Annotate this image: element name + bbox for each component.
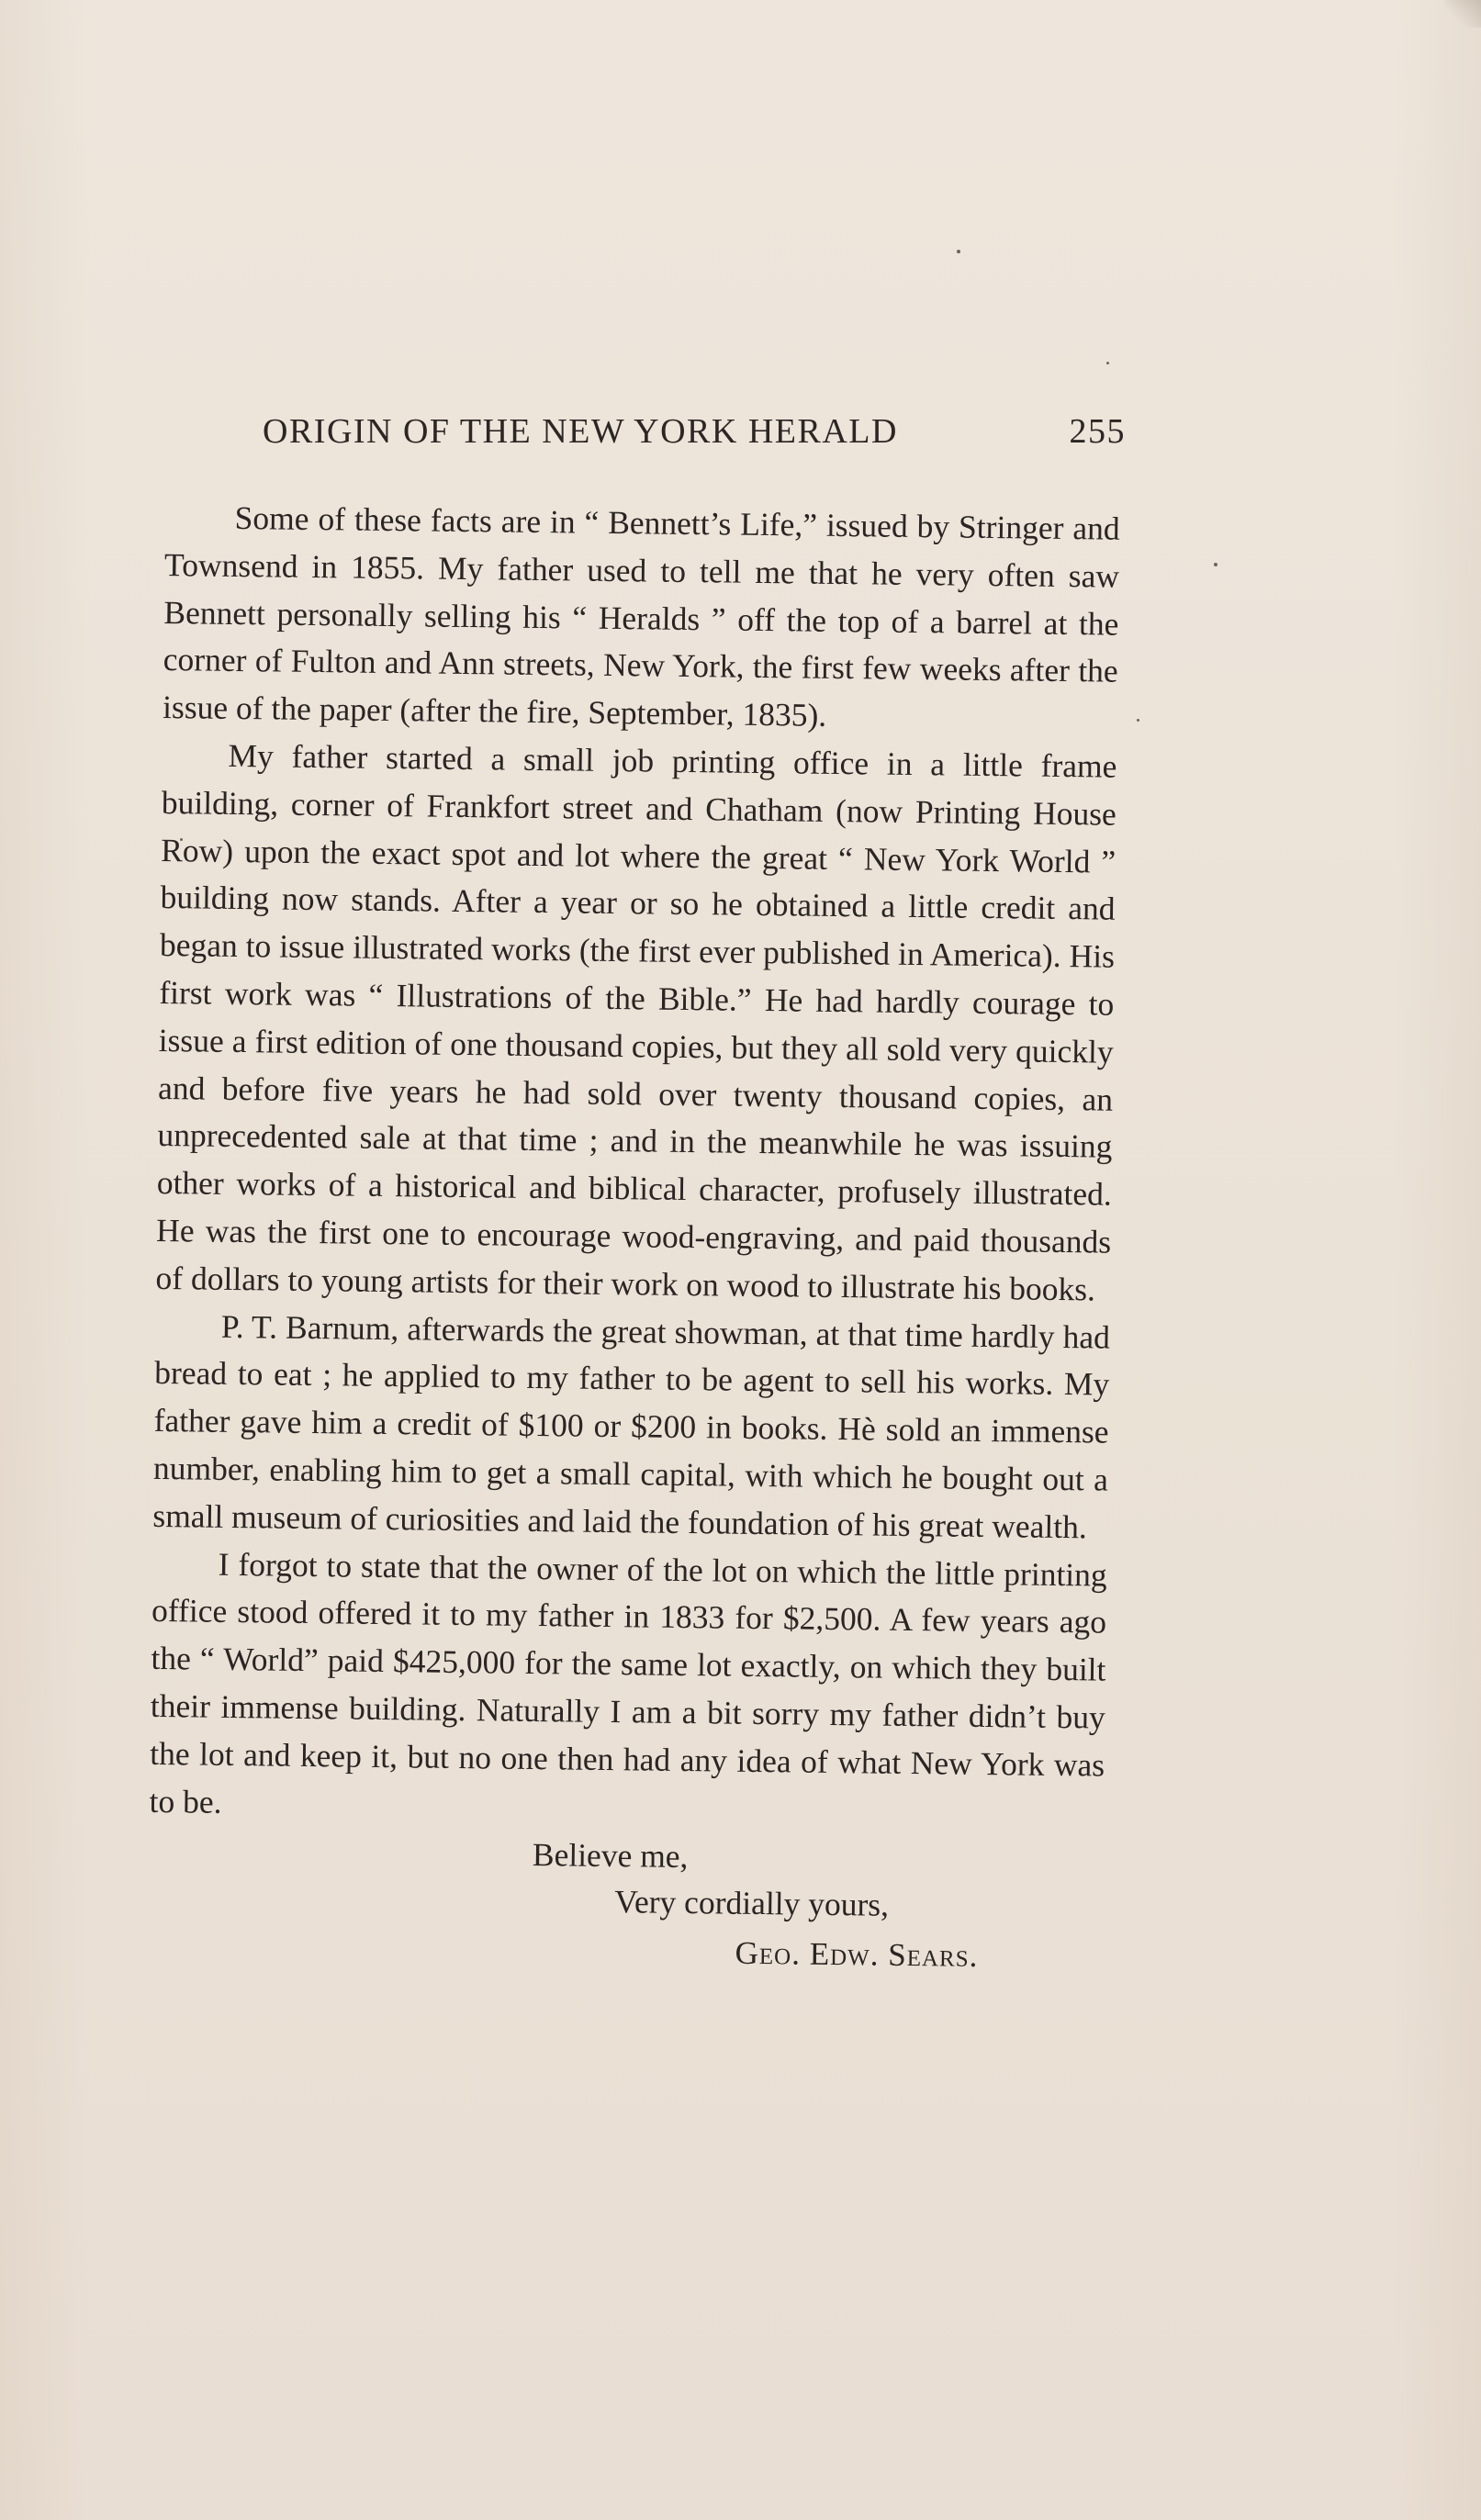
running-head-title: ORIGIN OF THE NEW YORK HERALD (263, 412, 898, 451)
paragraph-2: My father started a small job printing office in a little frame building, corner of Frankfort street and Chatham (now Printing House Row) upon the exact spot and lot where the great “ New York World ” building now stands. After a year or so he obtained a little credit and began to issue illustrated works (the first ever published in America). His first work was “ Illustrations of the Bible.” He had hardly courage to issue a first edition of one thousand copies, but they all sold very quickly and before five years he had sold over twenty thousand copies, an unprecedented sale at that time ; and in the meanwhile he was issuing other works of a historical and biblical character, profusely illustrated. He was the first one to encourage wood-engraving, and paid thousands of dollars to young artists for their work on wood to illustrate his books. (155, 736, 1117, 1308)
paragraph-3: P. T. Barnum, afterwards the great showman, at that time hardly had bread to eat ; he applied to my father to be agent to sell his works. My father gave him a credit of $100 or $200 in books. Hè sold an immense number, enabling him to get a small capital, with which he bought out a small museum of curiosities and laid the foundation of his great wealth. (152, 1307, 1111, 1546)
closing-valediction: Very cordially yours, (614, 1883, 890, 1924)
paragraph-1: Some of these facts are in “ Bennett’s Life,” issued by Stringer and Townsend in 1855. My father used to tell me that he very often saw Bennett personally selling his “ Heralds ” off the top of a barrel at the corner of Fulton and Ann streets, New York, the first few weeks after the issue of the paper (after the fire, September, 1835). (162, 498, 1120, 734)
closing-salutation: Believe me, (532, 1836, 689, 1876)
signature: Geo. Edw. Sears. (735, 1935, 979, 1975)
running-head (263, 411, 1126, 466)
letter-closing (147, 1827, 1104, 1995)
paragraph-4: I forgot to state that the owner of the lot on which the little printing office stood offered it to my father in 1833 for $2,500. A few years ago the “ World” paid $425,000 for the same lot exactly, on which they built their immense building. Naturally I am a bit sorry my father didn’t buy the lot and keep it, but no one then had any idea of what New York was to be. (149, 1545, 1107, 1820)
page-number: 255 (1069, 412, 1126, 451)
letter-body (147, 494, 1120, 1995)
page-corner-shadow (1444, 0, 1481, 28)
